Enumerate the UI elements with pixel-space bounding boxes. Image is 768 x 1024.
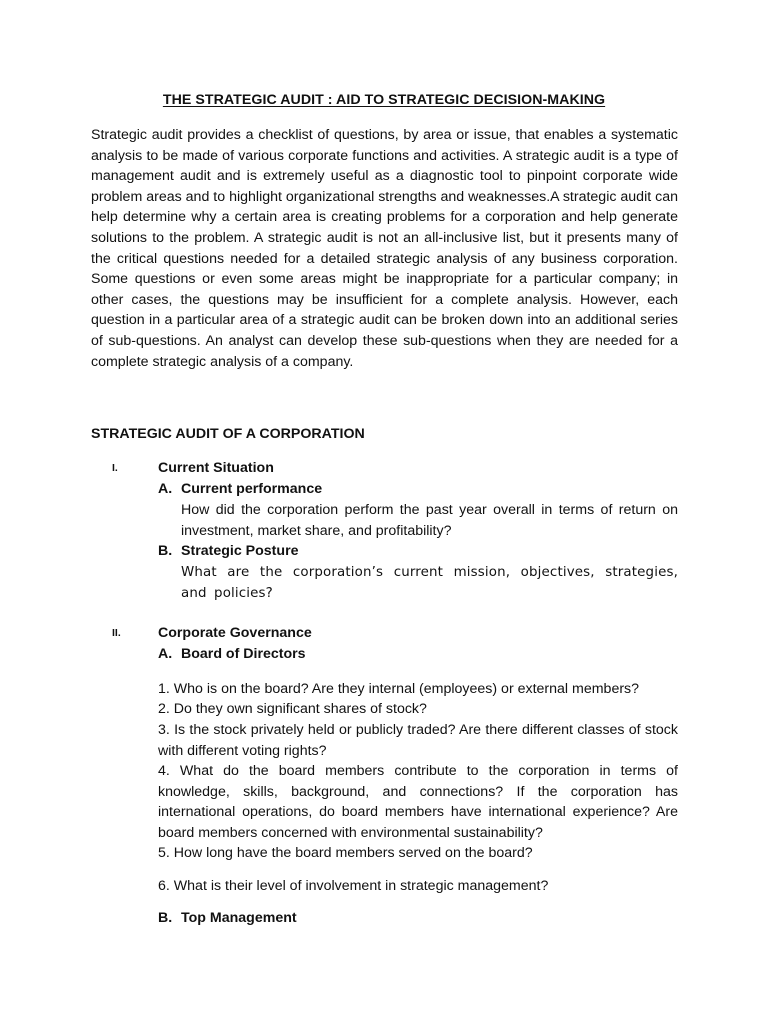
- subsection-heading-strategic-posture: Strategic Posture: [181, 543, 299, 559]
- section-heading-current-situation: Current Situation: [158, 460, 274, 476]
- board-question-5: 5. How long have the board members served on the board?: [158, 845, 533, 861]
- current-performance-text: How did the corporation perform the past year overall in terms of return on investment, market share, and profitability?: [181, 502, 678, 539]
- subsection-label-strategic-posture: B.: [158, 543, 173, 559]
- subsection-label-current-performance: A.: [158, 481, 173, 497]
- section-numeral-2: II.: [112, 627, 121, 639]
- board-question-6: 6. What is their level of involvement in strategic management?: [158, 878, 549, 894]
- subsection-label-top-management: B.: [158, 910, 173, 926]
- intro-paragraph: Strategic audit provides a checklist of questions, by area or issue, that enables a systematic analysis to be made of various corporate functions and activities. A strategic audit is a type of management audit and is extremely useful as a diagnostic tool to pinpoint corporate wide problem areas and to highlight organizational strengths and weaknesses.A strategic audit can help determine why a certain area is creating problems for a corporation and help generate solutions to the problem. A strategic audit is not an all-inclusive list, but it presents many of the critical questions needed for a detailed strategic analysis of any business corporation. Some questions or even some areas might be inappropriate for a particular company; in other cases, the questions may be insufficient for a complete analysis. However, each question in a particular area of a strategic audit can be broken down into an additional series of sub-questions. An analyst can develop these sub-questions when they are needed for a complete strategic analysis of a company.: [91, 127, 678, 370]
- board-question-4: 4. What do the board members contribute to the corporation in terms of knowledge, skills, background, and connections? If the corporation has international operations, do board members have international experience? Are board members concerned with environmental sustainability?: [158, 763, 678, 841]
- subsection-heading-board-of-directors: Board of Directors: [181, 646, 306, 662]
- section-title: STRATEGIC AUDIT OF A CORPORATION: [91, 426, 365, 442]
- subsection-label-board-of-directors: A.: [158, 646, 173, 662]
- subsection-heading-top-management: Top Management: [181, 910, 297, 926]
- section-heading-corporate-governance: Corporate Governance: [158, 625, 312, 641]
- strategic-posture-text: What are the corporation’s current mission, objectives, strategies, and policies?: [181, 565, 678, 601]
- board-question-3: 3. Is the stock privately held or publicly traded? Are there different classes of stock with different voting rights?: [158, 722, 678, 759]
- board-question-1: 1. Who is on the board? Are they internal (employees) or external members?: [158, 681, 640, 697]
- board-question-2: 2. Do they own significant shares of stock?: [158, 701, 427, 717]
- section-numeral-1: I.: [112, 462, 118, 474]
- subsection-heading-current-performance: Current performance: [181, 481, 323, 497]
- document-title: THE STRATEGIC AUDIT : AID TO STRATEGIC DECISION-MAKING: [162, 92, 606, 108]
